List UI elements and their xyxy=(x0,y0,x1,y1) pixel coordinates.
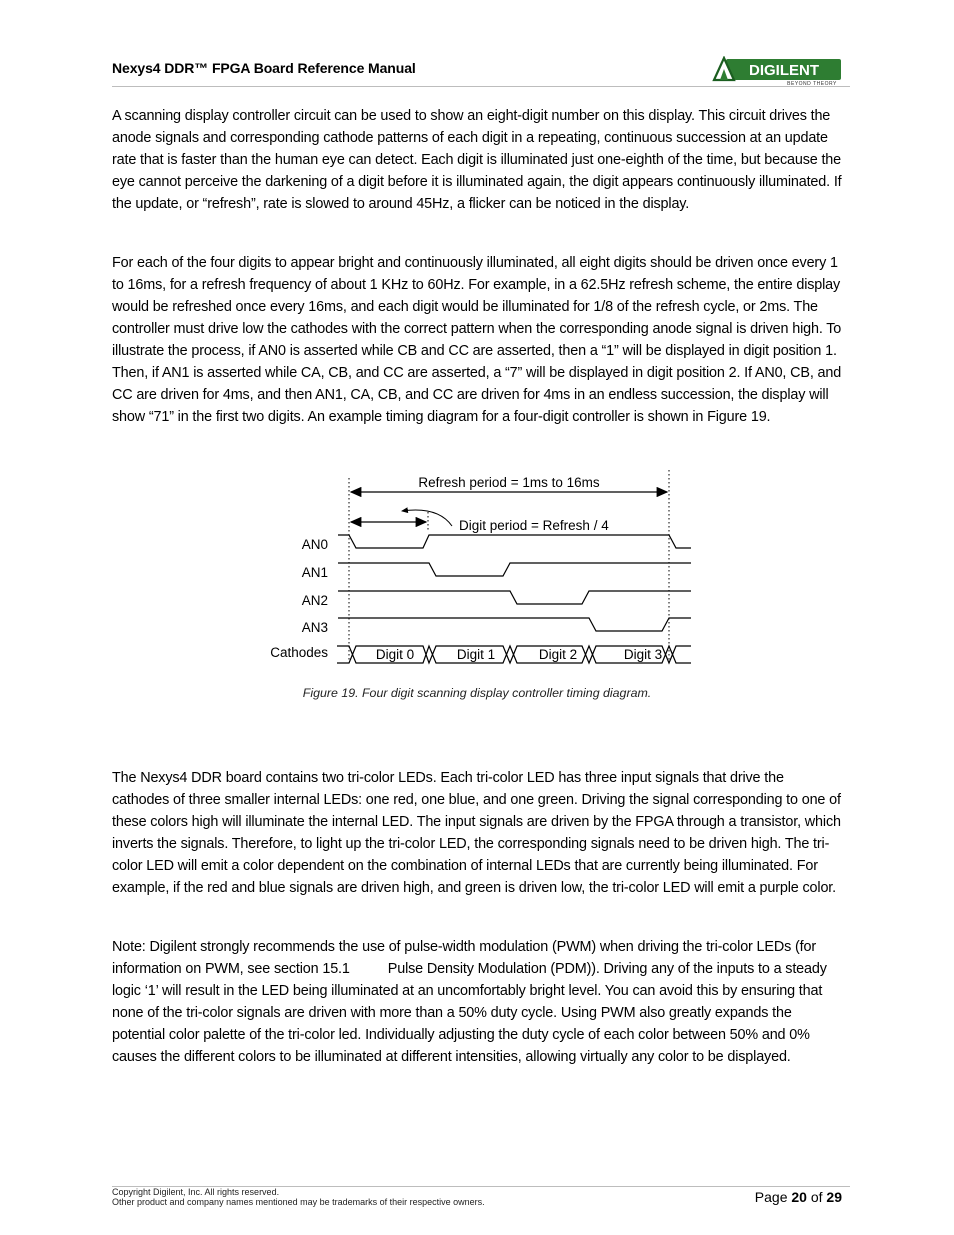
digit-label-3: Digit 3 xyxy=(623,647,663,662)
digit-period-label: Digit period = Refresh / 4 xyxy=(459,518,609,533)
waveform-an2 xyxy=(338,591,691,604)
digit-period-pointer xyxy=(402,510,452,526)
signal-label-an1: AN1 xyxy=(301,565,328,580)
page-current: 20 xyxy=(791,1189,807,1205)
signal-label-an3: AN3 xyxy=(301,620,328,635)
paragraph-scanning-controller: A scanning display controller circuit can be used to show an eight-digit number on this display. This circuit drives the anode signals and corresponding cathode patterns of each digit in a repeating, continuous succession at an update rate that is faster than the human eye can detect. Each digit is illuminated just one-eighth of the time, but because the eye cannot perceive the darkening of a digit before it is illuminated again, the digit appears continuously illuminated. If the update, or “refresh”, rate is slowed to around 45Hz, a flicker can be noticed in the display. xyxy=(112,108,842,212)
copyright-line-1: Copyright Digilent, Inc. All rights reserved. xyxy=(112,1187,280,1197)
signal-label-an0: AN0 xyxy=(301,537,328,552)
digilent-logo xyxy=(712,56,842,86)
waveform-an0 xyxy=(338,535,691,548)
page-total: 29 xyxy=(826,1189,842,1205)
header-divider xyxy=(112,86,850,87)
paragraph-pwm-note xyxy=(112,936,844,1068)
note-text-start: Note: Digilent strongly recommends the use of pulse-width modulation (PWM) when driving the tri-color LEDs (for information on PWM, see section 15.1 xyxy=(112,939,816,977)
digit-label-1: Digit 1 xyxy=(456,647,496,662)
paragraph-tricolor-leds: The Nexys4 DDR board contains two tri-color LEDs. Each tri-color LED has three input signals that drive the cathodes of three smaller internal LEDs: one red, one blue, and one green. Driving the signal corresponding to one of these colors high will illuminate the internal LED. The input signals are driven by the FPGA through a transistor, which inverts the signals. Therefore, to light up the tri-color LED, the corresponding signals need to be driven high. The tri-color LED will emit a color dependent on the combination of internal LEDs that are currently being illuminated. For example, if the red and blue signals are driven high, and green is driven low, the tri-color LED will emit a purple color. xyxy=(112,770,841,896)
timing-diagram xyxy=(260,468,700,668)
note-text-rest: Pulse Density Modulation (PDM)). Driving any of the inputs to a steady logic ‘1’ will result in the LED being illuminated at an uncomfortably bright level. You can avoid this by ensuring that none of the tri-color signals are driven with more than a 50% duty cycle. Using PWM also greatly expands the potential color palette of the tri-color led. Individually adjusting the duty cycle of each color between 50% and 0% causes the different colors to be illuminated at different intensities, allowing virtually any color to be displayed. xyxy=(112,961,827,1065)
copyright-line-2: Other product and company names mentioned may be trademarks of their respective owners. xyxy=(112,1197,485,1207)
page-number xyxy=(755,1189,842,1205)
page-of: of xyxy=(810,1189,823,1205)
signal-label-an2: AN2 xyxy=(301,593,328,608)
logo-tagline: BEYOND THEORY xyxy=(787,81,837,86)
paragraph-refresh-timing: For each of the four digits to appear bright and continuously illuminated, all eight digits should be driven once every 1 to 16ms, for a refresh frequency of about 1 KHz to 60Hz. For example, in a 62.5Hz refresh scheme, the entire display would be refreshed once every 16ms, and each digit would be illuminated for 1/8 of the refresh cycle, or 2ms. The controller must drive low the cathodes with the correct pattern when the corresponding anode signal is driven high. To illustrate the process, if AN0 is asserted while CB and CC are asserted, then a “1” will be displayed in digit position 1. Then, if AN1 is asserted while CA, CB, and CC are asserted, a “7” will be displayed in digit position 2. If AN0, CB, and CC are driven for 4ms, and then AN1, CA, CB, and CC are driven for 4ms in an endless succession, the display will show “71” in the first two digits. An example timing diagram for a four-digit controller is shown in Figure 19. xyxy=(112,255,842,425)
waveform-an3 xyxy=(338,618,691,631)
document-title: Nexys4 DDR™ FPGA Board Reference Manual xyxy=(112,60,416,76)
logo-wordmark: DIGILENT xyxy=(749,62,819,79)
waveform-an1 xyxy=(338,563,691,576)
digit-label-2: Digit 2 xyxy=(538,647,578,662)
figure-caption: Figure 19. Four digit scanning display controller timing diagram. xyxy=(302,686,652,700)
refresh-period-label: Refresh period = 1ms to 16ms xyxy=(418,475,600,490)
copyright-notice xyxy=(112,1187,485,1207)
digit-label-0: Digit 0 xyxy=(375,647,415,662)
page-word: Page xyxy=(754,1189,788,1205)
signal-label-cathodes: Cathodes xyxy=(270,645,328,660)
